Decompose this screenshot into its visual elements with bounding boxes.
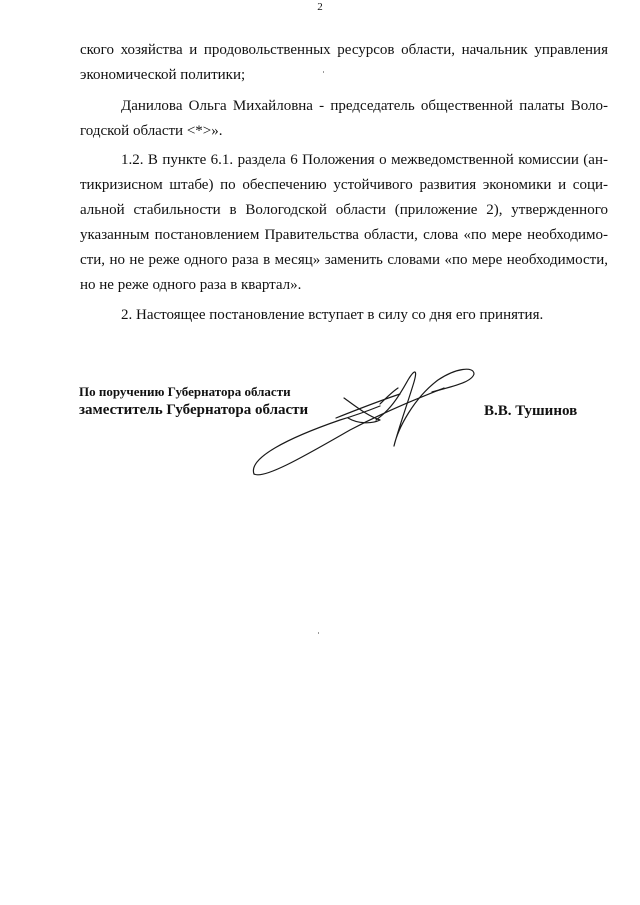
page-number: 2 <box>317 1 323 13</box>
signatory-title: заместитель Губернатора области <box>79 402 309 418</box>
text-line: 1.2. В пункте 6.1. раздела 6 Положения о межведомственной комиссии (ан- <box>121 152 608 168</box>
text-line: Данилова Ольга Михайловна - председатель общественной палаты Воло- <box>121 98 608 114</box>
signatory-name: В.В. Тушинов <box>484 403 578 419</box>
text-line: альной стабильности в Вологодской области (приложение 2), утвержденного <box>80 202 608 218</box>
scan-speck <box>318 632 319 634</box>
handwritten-signature <box>248 358 480 488</box>
text-line: сти, но не реже одного раза в месяц» заменить словами «по мере необходимости, <box>80 252 608 268</box>
text-line: указанным постановлением Правительства области, слова «по мере необходимо- <box>80 227 608 243</box>
text-line: годской области <*>». <box>80 123 223 139</box>
signature-caption: По поручению Губернатора области <box>79 384 291 399</box>
text-line: ского хозяйства и продовольственных ресурсов области, начальник управления <box>80 42 608 58</box>
text-line: экономической политики; <box>80 67 246 83</box>
text-line: 2. Настоящее постановление вступает в силу со дня его принятия. <box>121 307 544 323</box>
scan-speck <box>323 71 324 73</box>
text-line: но не реже одного раза в квартал». <box>80 277 302 293</box>
text-line: тикризисном штабе) по обеспечению устойчивого развития экономики и соци- <box>80 177 608 193</box>
